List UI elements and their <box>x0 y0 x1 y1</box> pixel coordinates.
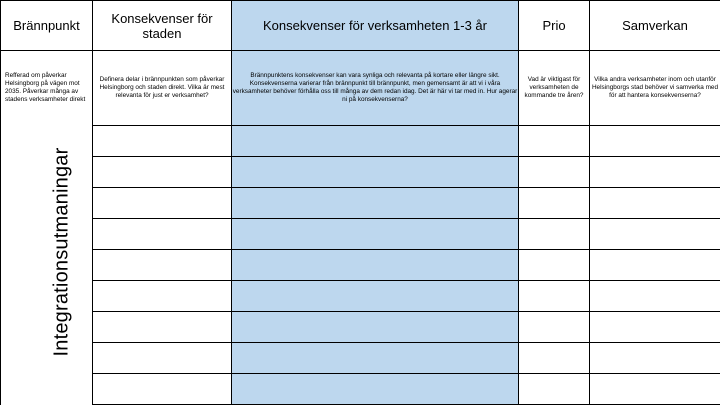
table-cell[interactable] <box>232 342 519 373</box>
guidance-prio: Vad är viktigast för verksamheten de kommande tre åren? <box>519 51 590 126</box>
table-row <box>1 249 720 280</box>
table-cell[interactable] <box>590 188 720 219</box>
table-cell[interactable] <box>93 342 232 373</box>
table-cell[interactable] <box>590 373 720 404</box>
table-cell[interactable] <box>93 280 232 311</box>
side-cell <box>1 249 93 280</box>
side-cell <box>1 157 93 188</box>
table-cell[interactable] <box>590 126 720 157</box>
table-cell[interactable] <box>232 157 519 188</box>
table-cell[interactable] <box>519 157 590 188</box>
table-cell[interactable] <box>590 311 720 342</box>
table-cell[interactable] <box>519 249 590 280</box>
side-cell <box>1 218 93 249</box>
table-cell[interactable] <box>519 126 590 157</box>
header-row <box>1 1 720 51</box>
table-cell[interactable] <box>519 311 590 342</box>
table-row <box>1 126 720 157</box>
table-cell[interactable] <box>590 218 720 249</box>
table-cell[interactable] <box>590 249 720 280</box>
table-cell[interactable] <box>93 373 232 404</box>
table-row <box>1 218 720 249</box>
table-cell[interactable] <box>93 249 232 280</box>
guidance-konsekvenser-verksamheten: Brännpunktens konsekvenser kan vara synliga och relevanta på kortare eller längre sikt. Konsekvenserna varierar från brännpunkt till brännpunkt, men gemensamt är att vi i våra verksamheter behöver förhålla oss till många av dem redan idag. Det är här vi tar med in. Hur agerar ni på konsekvenserna? <box>232 51 519 126</box>
table-cell[interactable] <box>232 188 519 219</box>
guidance-brannpunkt: Refferad om påverkar Helsingborg på vägen mot 2035. Påverkar många av stadens verksamheter direkt <box>1 51 93 126</box>
side-cell <box>1 126 93 157</box>
side-cell <box>1 280 93 311</box>
table-cell[interactable] <box>232 373 519 404</box>
table-row <box>1 373 720 404</box>
table-cell[interactable] <box>93 157 232 188</box>
header-samverkan: Samverkan <box>590 1 720 51</box>
table-cell[interactable] <box>232 280 519 311</box>
side-cell <box>1 188 93 219</box>
table-cell[interactable] <box>519 218 590 249</box>
table-cell[interactable] <box>519 342 590 373</box>
table-cell[interactable] <box>93 218 232 249</box>
side-cell <box>1 342 93 373</box>
side-title-integrationsutmaningar: Integrationsutmaningar <box>50 147 73 357</box>
table-row <box>1 342 720 373</box>
table-row <box>1 188 720 219</box>
guidance-row <box>1 51 720 126</box>
header-konsekvenser-staden: Konsekvenser för staden <box>93 1 232 51</box>
table-cell[interactable] <box>93 188 232 219</box>
table-cell[interactable] <box>519 280 590 311</box>
header-brannpunkt: Brännpunkt <box>1 1 93 51</box>
table-cell[interactable] <box>519 188 590 219</box>
table-cell[interactable] <box>232 249 519 280</box>
table-cell[interactable] <box>232 126 519 157</box>
guidance-samverkan: Vilka andra verksamheter inom och utanför Helsingborgs stad behöver vi samverka med för att hantera konsekvenserna? <box>590 51 720 126</box>
guidance-konsekvenser-staden: Definera delar i brännpunkten som påverkar Helsingborg och staden direkt. Vilka är mest relevanta för just er verksamhet? <box>93 51 232 126</box>
table-cell[interactable] <box>590 157 720 188</box>
side-cell <box>1 373 93 404</box>
table-cell[interactable] <box>93 126 232 157</box>
table-row <box>1 280 720 311</box>
table-row <box>1 311 720 342</box>
table-row <box>1 157 720 188</box>
table-cell[interactable] <box>590 280 720 311</box>
table-cell[interactable] <box>519 373 590 404</box>
header-konsekvenser-verksamheten: Konsekvenser för verksamheten 1-3 år <box>232 1 519 51</box>
header-prio: Prio <box>519 1 590 51</box>
table-cell[interactable] <box>590 342 720 373</box>
table-cell[interactable] <box>93 311 232 342</box>
table-cell[interactable] <box>232 311 519 342</box>
table-cell[interactable] <box>232 218 519 249</box>
side-cell <box>1 311 93 342</box>
